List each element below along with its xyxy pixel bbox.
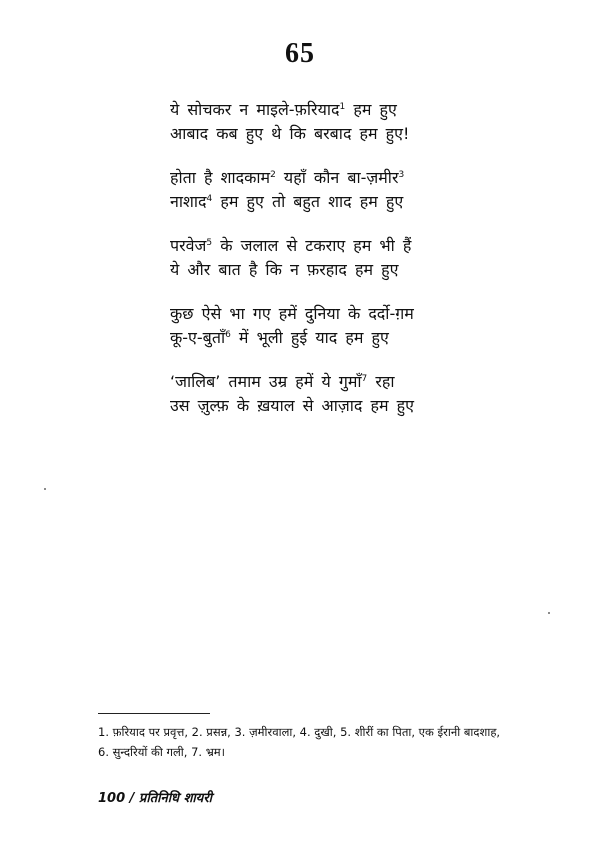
line-text: कू-ए-बुताँ [170,328,226,347]
stanza-5 [170,370,470,418]
line-text: होता है शादकाम [170,168,271,187]
scan-speck [548,612,550,614]
line-text: आबाद कब हुए थे कि बरबाद हम हुए! [170,124,410,143]
line-text: परवेज [170,236,207,255]
poem [170,98,470,438]
footnote-marker: 1 [339,102,346,112]
poem-line [170,326,470,350]
line-text: के जलाल से टकराए हम भी हैं [212,236,412,255]
page-footer: 100 / प्रतिनिधि शायरी [98,791,213,806]
line-text: रहा [367,372,395,391]
poem-line [170,166,470,190]
line-text: उस ज़ुल्फ़ के ख़याल से आज़ाद हम हुए [170,396,414,415]
line-text: में भूली हुई याद हम हुए [230,328,389,347]
footnote-marker: 2 [270,170,276,180]
footnotes: 1. फ़रियाद पर प्रवृत्त, 2. प्रसन्न, 3. ज़मीरवाला, 4. दुखी, 5. शीरीं का पिता, एक ईरानी बादशाह, 6. सुन्दरियों की गली, 7. भ्रम। [98,725,501,759]
line-text: ये और बात है कि न फ़रहाद हम हुए [170,260,399,279]
line-text: ये सोचकर न माइले-फ़रियाद [170,100,340,119]
poem-line [170,370,470,394]
page-number: 65 [285,38,315,69]
poem-line [170,258,470,282]
poem-line [170,190,470,214]
stanza-4 [170,302,470,350]
poem-line [170,302,470,326]
footnote-marker: 5 [206,238,213,248]
line-text: हम हुए तो बहुत शाद हम हुए [212,192,404,211]
poem-line [170,122,470,146]
footnote-marker: 6 [225,330,231,340]
line-text: यहाँ कौन बा-ज़मीर [275,168,399,187]
poem-line [170,234,470,258]
stanza-3 [170,234,470,282]
stanza-1 [170,98,470,146]
footnote-divider [98,713,210,714]
poem-line [170,98,470,122]
footnote-marker: 3 [398,170,405,180]
line-text: नाशाद [170,192,207,211]
poem-line [170,394,470,418]
footnote-marker: 4 [206,194,213,204]
line-text: ‘जालिब’ तमाम उम्र हमें ये गुमाँ [170,372,362,391]
stanza-2 [170,166,470,214]
footnote-marker: 7 [361,374,368,384]
scan-speck [44,488,46,490]
line-text: कुछ ऐसे भा गए हमें दुनिया के दर्दो-ग़म [170,304,414,323]
line-text: हम हुए [345,100,397,119]
